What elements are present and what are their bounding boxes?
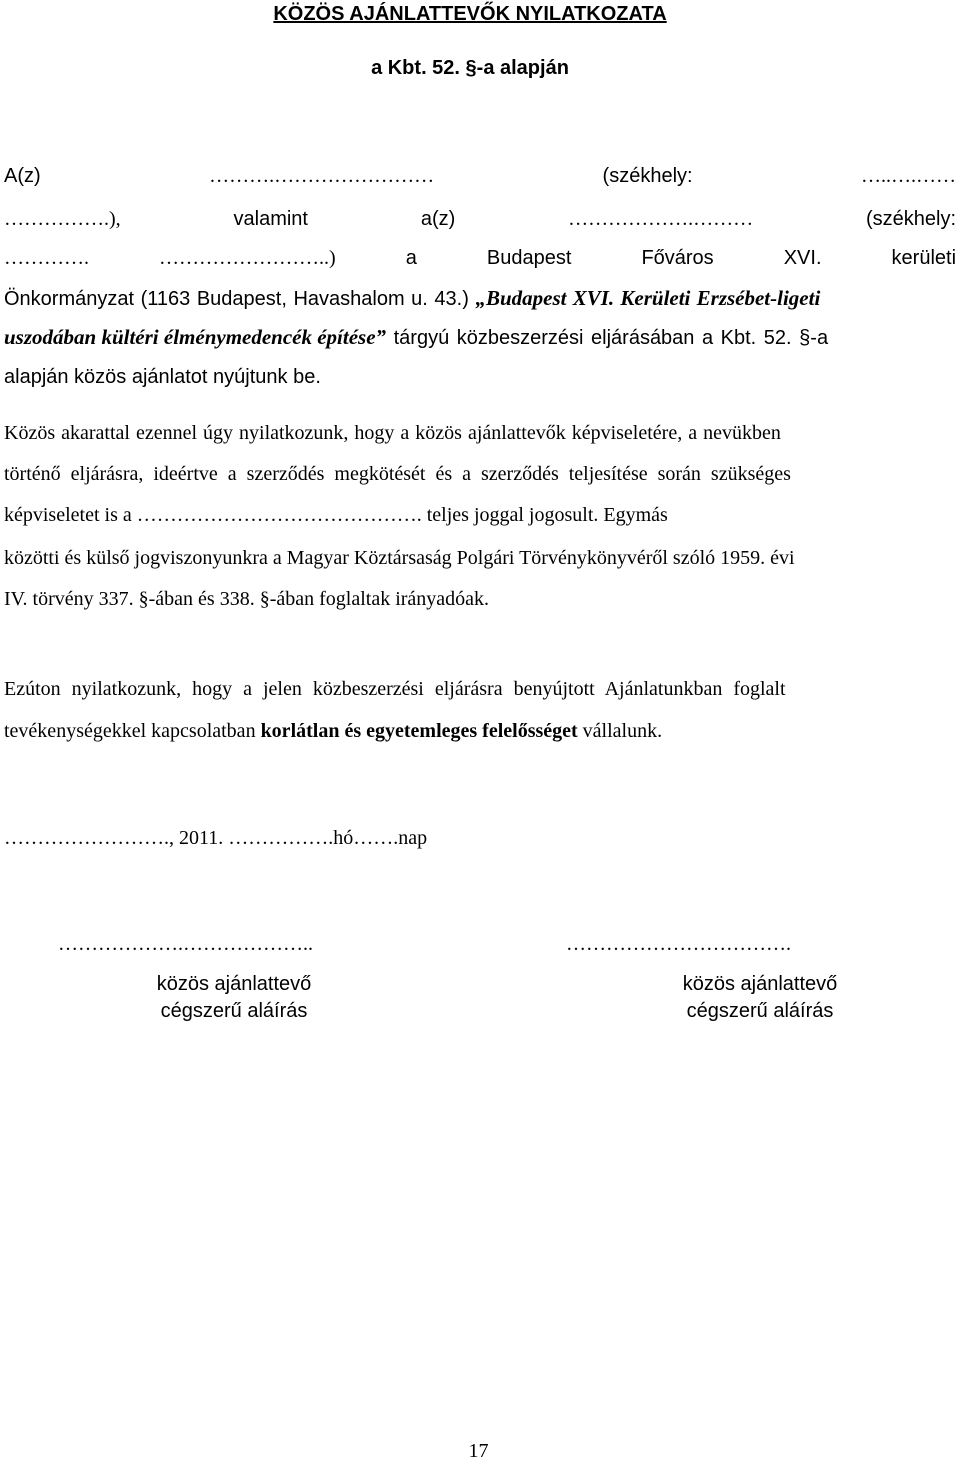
date-line: ……………………., 2011. …………….hó…….nap (4, 827, 428, 849)
para1-line6: alapján közös ajánlatot nyújtunk be. (4, 366, 321, 388)
document-title: KÖZÖS AJÁNLATTEVŐK NYILATKOZATA (273, 3, 667, 25)
para3-line2: tevékenységekkel kapcsolatban korlátlan és egyetemleges felelősséget vállalunk. (4, 720, 663, 742)
right-signature-label2: cégszerű aláírás (686, 1000, 834, 1022)
para1-line3: …………. ……………………..) a Budapest Főváros XVI. kerületi (4, 247, 957, 269)
right-signature-block (610, 971, 910, 1025)
right-signature-label1: közös ajánlattevő (682, 973, 838, 995)
para3-line1: Ezúton nyilatkozunk, hogy a jelen közbeszerzési eljárásra benyújtott Ajánlatunkban foglalt (4, 678, 786, 700)
left-signature-block (84, 971, 384, 1025)
left-signature-label2: cégszerű aláírás (160, 1000, 308, 1022)
para2-line1: Közös akarattal ezennel úgy nyilatkozunk, hogy a közös ajánlattevők képviseletére, a nevükben (4, 422, 781, 444)
page-number: 17 (468, 1440, 489, 1462)
document-subtitle: a Kbt. 52. §-a alapján (371, 57, 569, 79)
para1-line5: uszodában kültéri élménymedencék építése” tárgyú közbeszerzési eljárásában a Kbt. 52. §-a (4, 325, 829, 349)
para1-line4: Önkormányzat (1163 Budapest, Havashalom u. 43.) „Budapest XVI. Kerületi Erzsébet-ligeti (4, 286, 821, 310)
para2-line2: történő eljárásra, ideértve a szerződés megkötését és a szerződés teljesítése során szükséges (4, 463, 791, 485)
para2-line3: képviseletet is a ……………………………………. teljes joggal jogosult. Egymás (4, 504, 668, 526)
right-signature-line: ……………………………. (566, 933, 791, 955)
para2-line4: közötti és külső jogviszonyunkra a Magyar Köztársaság Polgári Törvénykönyvéről szóló 1959. évi (4, 547, 795, 569)
left-signature-label1: közös ajánlattevő (156, 973, 312, 995)
para1-line1: A(z) ……….…………………… (székhely: …..….…… (4, 165, 957, 187)
para2-line5: IV. törvény 337. §-ában és 338. §-ában foglaltak irányadóak. (4, 588, 490, 610)
para1-line2: …………….), valamint a(z) ……………….……… (székhely: (4, 208, 957, 230)
left-signature-line: ……………….……………….. (58, 933, 313, 955)
